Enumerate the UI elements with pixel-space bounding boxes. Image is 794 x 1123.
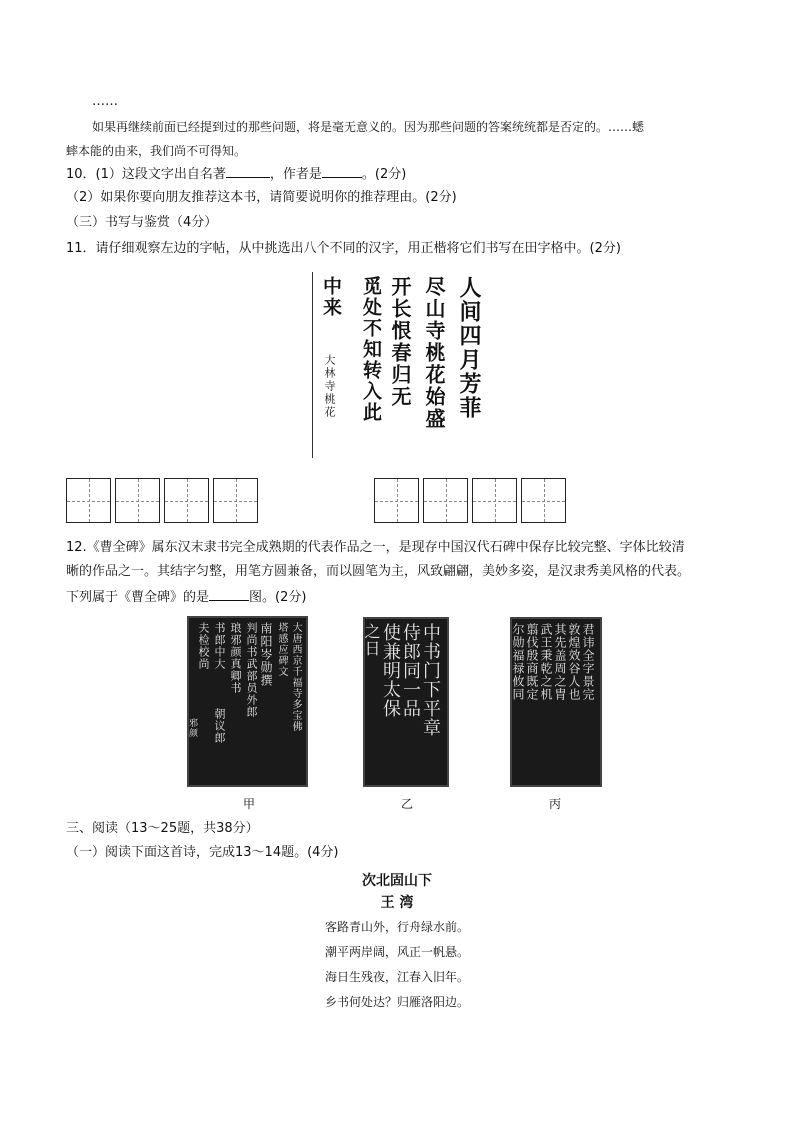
q12-part-a: 下列属于《曹全碑》的是 [66, 590, 210, 605]
question-10-1 [66, 164, 406, 184]
excerpt-line-1: 如果再继续前面已经提到过的那些问题，将是毫无意义的。因为那些问题的答案统统都是否定的。……蟋 [92, 120, 645, 134]
question-11: 11．请仔细观察左边的字帖，从中挑选出八个不同的汉字，用正楷将它们书写在田字格中。(2分) [66, 241, 621, 256]
tian-grid-right [374, 478, 570, 523]
question-12-line-1: 12.《曹全碑》属东汉末隶书完全成熟期的代表作品之一，是现存中国汉代石碑中保存比较完整、字体比较清 [66, 540, 685, 555]
poem-title: 次北固山下 [362, 873, 432, 889]
q10-part-a: 10．(1）这段文字出自名著 [66, 167, 226, 182]
section-writing: （三）书写与鉴赏（4分） [66, 215, 218, 230]
calligraphy-column-4: 觅处不知转入此 [360, 276, 382, 423]
rubbing-jia-column: 邪颜 [187, 718, 197, 738]
poem-author: 王 湾 [380, 895, 414, 911]
rubbing-yi-column: 中书门下平章 [420, 623, 441, 737]
rubbing-jia-column: 判尚书武部员外郎 [245, 622, 258, 718]
tian-grid-cell[interactable] [521, 478, 566, 523]
rubbing-bing-label: 丙 [549, 797, 562, 811]
rubbing-yi [363, 617, 449, 787]
rubbing-jia-column: 大唐西京千福寺多宝佛 [290, 622, 301, 732]
calligraphy-column-2: 尽山寺桃花始盛 [422, 276, 446, 430]
rubbing-yi-column: 侍郎同一品 [400, 623, 421, 718]
calligraphy-column-3: 开长恨春归无 [388, 276, 412, 408]
rubbing-bing-column: 翦伐殷商既定 [525, 623, 539, 701]
ellipsis: …… [92, 94, 118, 109]
calligraphy-column-5: 中来 [320, 276, 342, 318]
rubbing-bing-column: 武王秉乾之机 [539, 623, 553, 701]
answer-blank-stele[interactable] [209, 587, 249, 601]
poem-line-3: 海日生残夜，江春入旧年。 [324, 970, 469, 984]
answer-blank-author[interactable] [322, 164, 362, 178]
rubbing-jia-column: 南阳岑勋撰 [259, 622, 273, 687]
section-reading: 三、阅读（13～25题，共38分） [66, 821, 259, 836]
reading-part-1: （一）阅读下面这首诗，完成13～14题。(4分) [66, 845, 339, 860]
tian-grid-left [66, 478, 262, 523]
q12-part-b: 图。(2分) [249, 590, 307, 605]
q10-part-c: 。(2分) [361, 167, 407, 182]
tian-grid-cell[interactable] [66, 478, 111, 523]
rubbing-bing-column: 尔勋福禄攸同 [511, 623, 525, 701]
tian-grid-cell[interactable] [423, 478, 468, 523]
question-12-line-2: 晰的作品之一。其结字匀整，用笔方圆兼备，而以圆笔为主，风致翩翩，美妙多姿，是汉隶秀美风格的代表。 [66, 564, 691, 579]
tian-grid-cell[interactable] [164, 478, 209, 523]
calligraphy-column-1: 人间四月芳菲 [456, 276, 482, 420]
rubbing-yi-column: 之日 [362, 623, 381, 657]
question-10-2: （2）如果你要向朋友推荐这本书，请简要说明你的推荐理由。(2分) [66, 190, 457, 205]
q10-part-b: ，作者是 [269, 167, 322, 182]
calligraphy-copybook [312, 272, 489, 458]
rubbing-jia-column: 塔感应碑文 [276, 622, 287, 677]
excerpt-line-2: 蟀本能的由来，我们尚不可得知。 [66, 144, 247, 158]
rubbing-bing-column: 敦煌效谷人也 [567, 623, 581, 701]
rubbing-jia-label: 甲 [243, 797, 256, 811]
poem-line-4: 乡书何处达？归雁洛阳边。 [324, 995, 469, 1009]
tian-grid-cell[interactable] [115, 478, 160, 523]
tian-grid-cell[interactable] [374, 478, 419, 523]
rubbing-jia-column: 琅邪颜真卿书 [229, 622, 242, 694]
answer-blank-book[interactable] [226, 164, 270, 178]
rubbing-jia [187, 616, 308, 787]
rubbing-yi-label: 乙 [401, 797, 414, 811]
tian-grid-cell[interactable] [472, 478, 517, 523]
question-12-line-3 [66, 587, 306, 607]
poem-line-2: 潮平两岸阔，风正一帆悬。 [324, 945, 469, 959]
rubbing-jia-column: 夫检校尚 [197, 622, 210, 670]
rubbing-bing [510, 617, 602, 787]
tian-grid-cell[interactable] [213, 478, 258, 523]
rubbing-bing-column: 其先盖周之胄 [553, 623, 567, 701]
rubbing-jia-column: 朝议郎 [213, 708, 226, 744]
rubbing-bing-column: 君讳全字景完 [581, 623, 595, 701]
calligraphy-signature: 大林寺桃花 [323, 354, 336, 419]
poem-line-1: 客路青山外，行舟绿水前。 [324, 920, 469, 934]
rubbing-jia-column: 书郎中大 [213, 622, 226, 670]
rubbing-yi-column: 使兼明太保 [380, 623, 401, 718]
